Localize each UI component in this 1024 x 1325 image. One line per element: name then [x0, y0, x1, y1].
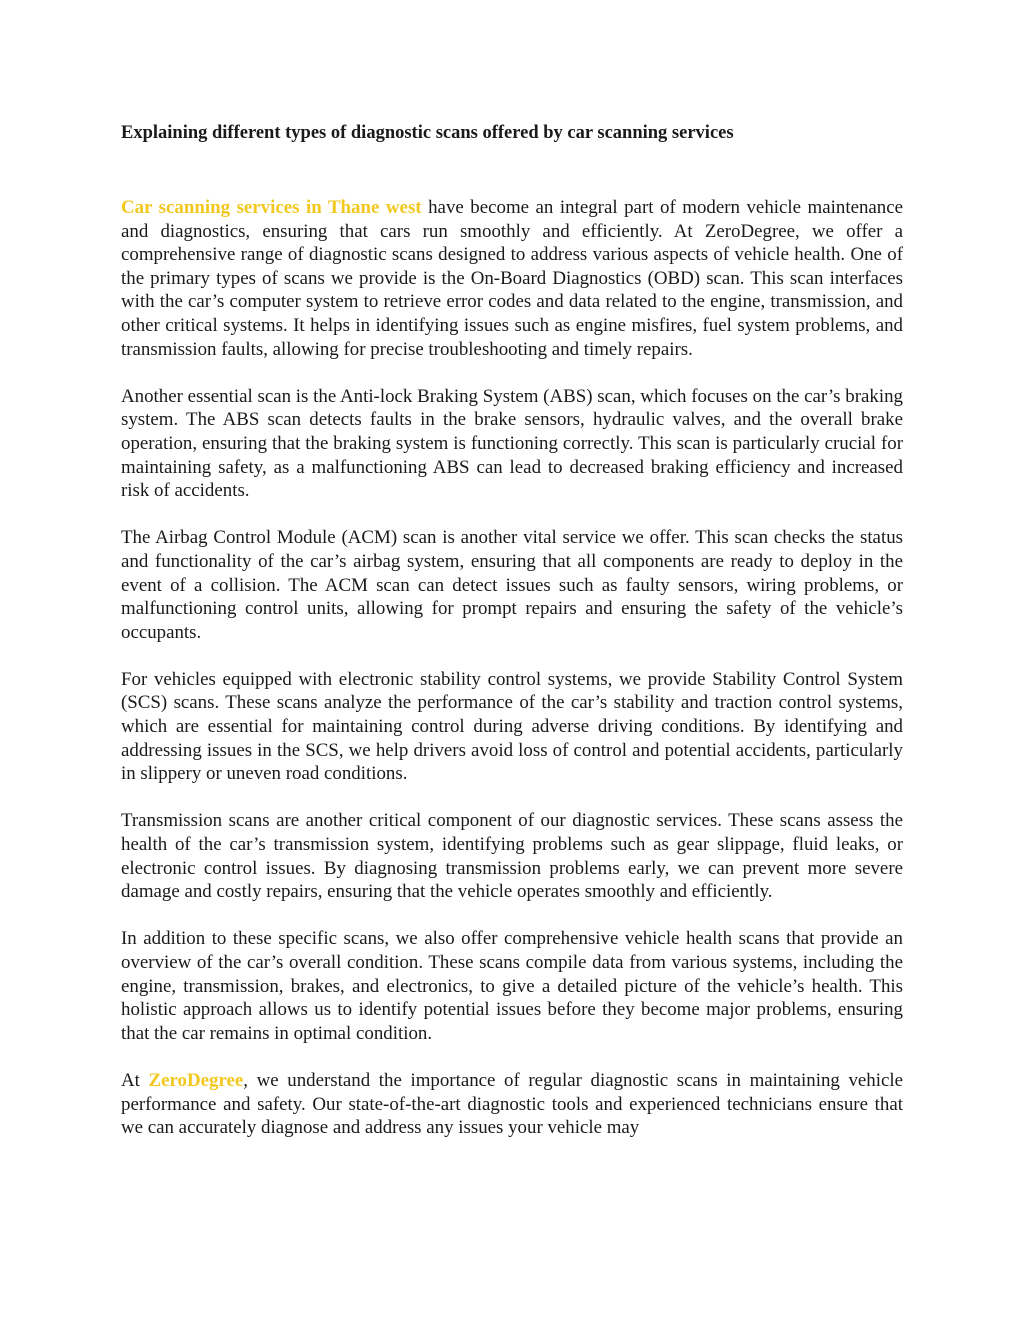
- closing-paragraph: [121, 1069, 903, 1140]
- document-title: Explaining different types of diagnostic scans offered by car scanning services: [121, 123, 734, 143]
- abs-scan-paragraph: Another essential scan is the Anti-lock Braking System (ABS) scan, which focuses on the car’s braking system. The ABS scan detects faults in the brake sensors, hydraulic valves, and the overall brake operation, ensuring that the braking system is functioning correctly. This scan is particularly crucial for maintaining safety, as a malfunctioning ABS can lead to decreased braking efficiency and increased risk of accidents.: [121, 385, 903, 502]
- closing-paragraph-text: , we understand the importance of regular diagnostic scans in maintaining vehicle performance and safety. Our state-of-the-art diagnostic tools and experienced technicians ensure that we can accurately diagnose and address any issues your vehicle may: [121, 1069, 903, 1139]
- intro-paragraph: [121, 196, 903, 361]
- scs-scan-paragraph: For vehicles equipped with electronic stability control systems, we provide Stability Control System (SCS) scans. These scans analyze the performance of the car’s stability and traction control systems, which are essential for maintaining control during adverse driving conditions. By identifying and addressing issues in the SCS, we help drivers avoid loss of control and potential accidents, particularly in slippery or uneven road conditions.: [121, 668, 903, 785]
- zerodegree-link[interactable]: ZeroDegree: [148, 1069, 244, 1091]
- document-page: [121, 120, 903, 1163]
- intro-paragraph-text: have become an integral part of modern vehicle maintenance and diagnostics, ensuring that cars run smoothly and efficiently. At ZeroDegree, we offer a comprehensive range of diagnostic scans designed to address various aspects of vehicle health. One of the primary types of scans we provide is the On-Board Diagnostics (OBD) scan. This scan interfaces with the car’s computer system to retrieve error codes and data related to the engine, transmission, and other critical systems. It helps in identifying issues such as engine misfires, fuel system problems, and transmission faults, allowing for precise troubleshooting and timely repairs.: [121, 197, 903, 360]
- transmission-scan-paragraph: Transmission scans are another critical component of our diagnostic services. These scans assess the health of the car’s transmission system, identifying problems such as gear slippage, fluid leaks, or electronic control issues. By diagnosing transmission problems early, we can prevent more severe damage and costly repairs, ensuring that the vehicle operates smoothly and efficiently.: [121, 810, 903, 903]
- acm-scan-paragraph: The Airbag Control Module (ACM) scan is another vital service we offer. This scan checks the status and functionality of the car’s airbag system, ensuring that all components are ready to deploy in the event of a collision. The ACM scan can detect issues such as faulty sensors, wiring problems, or malfunctioning control units, allowing for prompt repairs and ensuring the safety of the vehicle’s occupants.: [121, 527, 903, 643]
- car-scanning-services-link[interactable]: Car scanning services in Thane west: [121, 197, 422, 218]
- closing-prefix: At: [121, 1069, 149, 1091]
- vehicle-health-scan-paragraph: In addition to these specific scans, we also offer comprehensive vehicle health scans that provide an overview of the car’s overall condition. These scans compile data from various systems, including the engine, transmission, brakes, and electronics, to give a detailed picture of the vehicle’s health. This holistic approach allows us to identify potential issues before they become major problems, ensuring that the car remains in optimal condition.: [121, 928, 903, 1044]
